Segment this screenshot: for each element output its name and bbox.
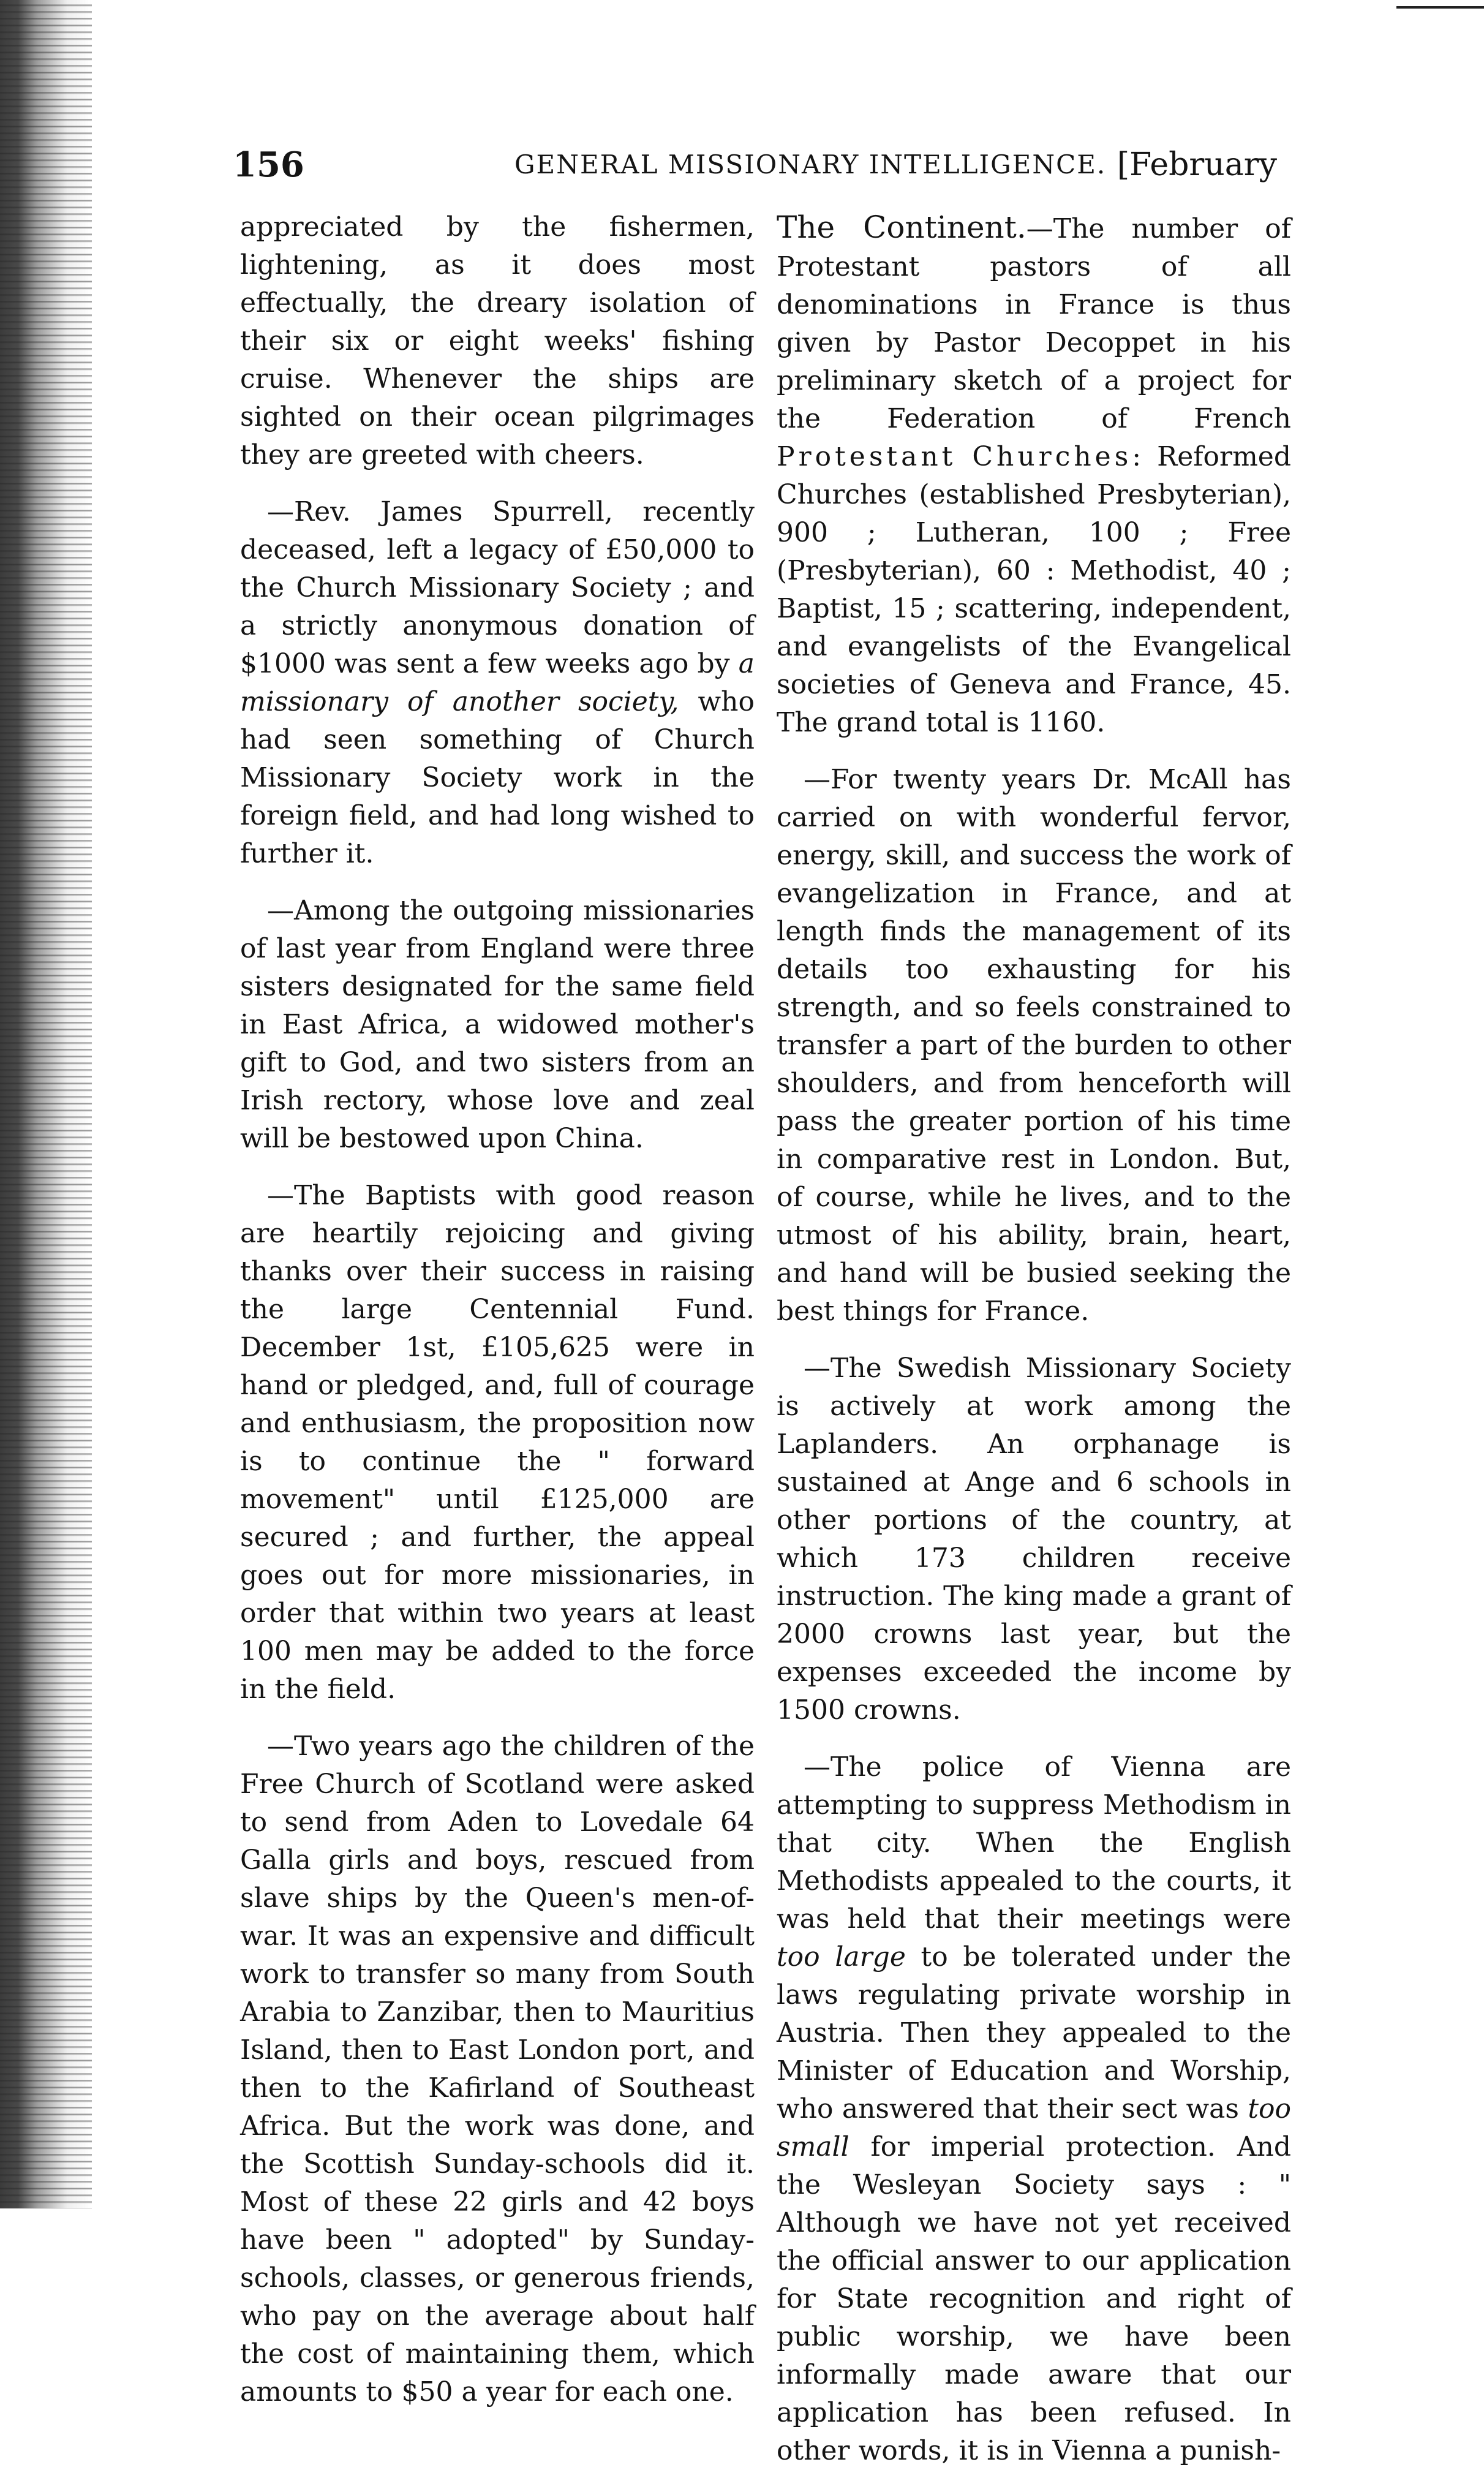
scan-binding-edge (0, 0, 92, 2208)
paragraph-vienna (777, 1748, 1291, 2470)
paragraph-fishermen: appreciated by the fishermen, lightening, as it does most effectually, the dreary isolation of their six or eight weeks' fishing cruise. Whenever the ships are sighted on their ocean pilgrimages they are greeted with cheers. (240, 211, 755, 470)
text-span: for imperial protection. And the Wesleyan Society says : " Although we have not yet received the official answer to our application for State recognition and right of public worship, we have been informally made aware that our application has been refused. In other words, it is in Vienna a punish- (777, 2131, 1291, 2466)
running-title: GENERAL MISSIONARY INTELLIGENCE. (514, 149, 1107, 179)
left-column (240, 208, 755, 2430)
text-span: —The police of Vienna are attempting to suppress Methodism in that city. When the English Methodists appealed to the courts, it was held that their meetings were (777, 1751, 1291, 1935)
text-span: —Rev. James Spurrell, recently deceased, left a legacy of £50,000 to the Church Missionary Society ; and a strictly anonymous donation of $1000 was sent a few weeks ago by (240, 496, 755, 679)
running-header (233, 143, 1277, 186)
text-span: to be tolerated under the laws regulating private worship in Austria. Then they appealed to the Minister of Education and Worship, who answered that their sect was (777, 1941, 1291, 2125)
text-span: —The number of Protestant pastors of all denominations in France is thus given by Pastor Decoppet in his preliminary sketch of a project for the Federation of French (777, 213, 1291, 434)
page-number: 156 (233, 145, 304, 185)
paragraph-outgoing-missionaries: —Among the outgoing missionaries of last year from England were three sisters designated for the same field in East Africa, a widowed mother's gift to God, and two sisters from an Irish rectory, whose love and zeal will be bestowed upon China. (240, 895, 755, 1154)
text-span: Reformed Churches (established Presbyterian), 900 ; Lutheran, 100 ; Free (Presbyterian), 60 : Methodist, 40 ; Baptist, 15 ; scattering, independent, and evangelists of the Evangelical societies of Geneva and France, 45. The grand total is 1160. (777, 441, 1291, 738)
text-span: who had seen something of Church Missionary Society work in the foreign field, and had long wished to further it. (240, 686, 755, 869)
italic-text: too small (777, 2093, 1291, 2162)
paragraph-mcall: —For twenty years Dr. McAll has carried on with wonderful fervor, energy, skill, and success the work of evangelization in France, and at length finds the management of its details too exhausting for his strength, and so feels constrained to transfer a part of the burden to other shoulders, and from henceforth will pass the greater portion of his time in comparative rest in London. But, of course, while he lives, and to the utmost of his ability, brain, heart, and hand will be busied seeking the best things for France. (777, 764, 1291, 1327)
italic-text: too large (777, 1941, 906, 1973)
top-rule (1396, 6, 1484, 9)
paragraph-free-church: —Two years ago the children of the Free Church of Scotland were asked to send from Aden to Lovedale 64 Galla girls and boys, rescued from slave ships by the Queen's men-of-war. It was an expensive and difficult work to transfer so many from South Arabia to Zanzibar, then to Mauritius Island, then to East London port, and then to the Kafirland of Southeast Africa. But the work was done, and the Scottish Sunday-schools did it. Most of these 22 girls and 42 boys have been " adopted" by Sunday-schools, classes, or generous friends, who pay on the average about half the cost of maintaining them, which amounts to $50 a year for each one. (240, 1731, 755, 2408)
paragraph-spurrell (240, 493, 755, 873)
header-month: [February (1117, 146, 1277, 183)
paragraph-continent (777, 208, 1291, 742)
section-heading: The Continent. (777, 210, 1026, 245)
spaced-text: Protestant Churches: (777, 441, 1145, 472)
paragraph-swedish: —The Swedish Missionary Society is actively at work among the Laplanders. An orphanage is sustained at Ange and 6 schools in other portions of the country, at which 173 children receive instruction. The king made a grant of 2000 crowns last year, but the expenses exceeded the income by 1500 crowns. (777, 1353, 1291, 1726)
paragraph-baptists: —The Baptists with good reason are heartily rejoicing and giving thanks over their success in raising the large Centennial Fund. December 1st, £105,625 were in hand or pledged, and, full of courage and enthusiasm, the proposition now is to continue the " forward movement" until £125,000 are secured ; and further, the appeal goes out for more missionaries, in order that within two years at least 100 men may be added to the force in the field. (240, 1180, 755, 1705)
italic-text: a missionary of another society, (240, 648, 755, 717)
right-column (777, 208, 1291, 2489)
